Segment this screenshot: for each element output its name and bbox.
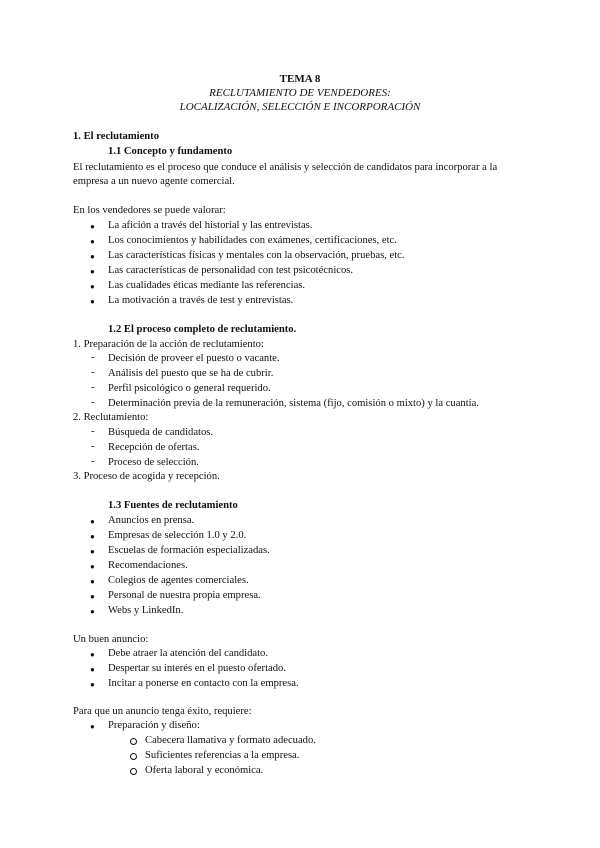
bullet-icon: ● <box>90 282 95 291</box>
circle-bullet-icon <box>130 753 137 760</box>
bullet-icon: ● <box>90 650 95 659</box>
sublist-item: Cabecera llamativa y formato adecuado. <box>145 735 316 746</box>
doc-subtitle-line1: RECLUTAMIENTO DE VENDEDORES: <box>209 87 391 99</box>
bullet-icon: ● <box>90 532 95 541</box>
subsection-heading-1-1: 1.1 Concepto y fundamento <box>108 146 233 157</box>
dash-marker: - <box>91 397 95 408</box>
doc-title: TEMA 8 <box>279 73 321 85</box>
list-item: Decisión de proveer el puesto o vacante. <box>108 353 280 364</box>
step-line: 1. Preparación de la acción de reclutamiento: <box>73 339 264 350</box>
section-heading: 1. El reclutamiento <box>73 131 160 142</box>
list-item: Preparación y diseño: <box>108 720 200 731</box>
bullet-icon: ● <box>90 680 95 689</box>
circle-bullet-icon <box>130 738 137 745</box>
bullet-icon: ● <box>90 665 95 674</box>
dash-marker: - <box>91 382 95 393</box>
list-item: Análisis del puesto que se ha de cubrir. <box>108 368 274 379</box>
bullet-icon: ● <box>90 547 95 556</box>
list-item: Escuelas de formación especializadas. <box>108 545 270 556</box>
list-item: Personal de nuestra propia empresa. <box>108 590 261 601</box>
list-item: Anuncios en prensa. <box>108 515 195 526</box>
paragraph-line: empresa a un nuevo agente comercial. <box>73 176 235 187</box>
list-item: Las cualidades éticas mediante las referencias. <box>108 280 306 291</box>
step-line: 3. Proceso de acogida y recepción. <box>73 471 220 482</box>
sublist-item: Suficientes referencias a la empresa. <box>145 750 300 761</box>
bullet-icon: ● <box>90 592 95 601</box>
bullet-icon: ● <box>90 267 95 276</box>
bullet-icon: ● <box>90 222 95 231</box>
bullet-icon: ● <box>90 562 95 571</box>
dash-marker: - <box>91 352 95 363</box>
bullet-icon: ● <box>90 297 95 306</box>
dash-marker: - <box>91 441 95 452</box>
list-item: Empresas de selección 1.0 y 2.0. <box>108 530 247 541</box>
circle-bullet-icon <box>130 768 137 775</box>
list-item: La afición a través del historial y las entrevistas. <box>108 220 313 231</box>
list-item: Recepción de ofertas. <box>108 442 200 453</box>
dash-marker: - <box>91 426 95 437</box>
subsection-heading-1-3: 1.3 Fuentes de reclutamiento <box>108 500 238 511</box>
list-item: Búsqueda de candidatos. <box>108 427 214 438</box>
bullet-icon: ● <box>90 722 95 731</box>
list-item: Despertar su interés en el puesto ofertado. <box>108 663 286 674</box>
list-item: Proceso de selección. <box>108 457 199 468</box>
sublist-item: Oferta laboral y económica. <box>145 765 264 776</box>
paragraph-line: El reclutamiento es el proceso que conduce el análisis y selección de candidatos para incorporar a la <box>73 162 498 173</box>
list-item: Recomendaciones. <box>108 560 188 571</box>
bullet-icon: ● <box>90 237 95 246</box>
intro-line: En los vendedores se puede valorar: <box>73 205 226 216</box>
list-item: Perfil psicológico o general requerido. <box>108 383 271 394</box>
intro-line: Para que un anuncio tenga éxito, requiere: <box>73 706 252 717</box>
bullet-icon: ● <box>90 577 95 586</box>
bullet-icon: ● <box>90 252 95 261</box>
list-item: Los conocimientos y habilidades con exámenes, certificaciones, etc. <box>108 235 397 246</box>
step-line: 2. Reclutamiento: <box>73 412 149 423</box>
list-item: Debe atraer la atención del candidato. <box>108 648 268 659</box>
subsection-heading-1-2: 1.2 El proceso completo de reclutamiento. <box>108 324 297 335</box>
list-item: La motivación a través de test y entrevistas. <box>108 295 294 306</box>
list-item: Colegios de agentes comerciales. <box>108 575 249 586</box>
list-item: Incitar a ponerse en contacto con la empresa. <box>108 678 299 689</box>
list-item: Webs y LinkedIn. <box>108 605 184 616</box>
bullet-icon: ● <box>90 517 95 526</box>
dash-marker: - <box>91 367 95 378</box>
dash-marker: - <box>91 456 95 467</box>
bullet-icon: ● <box>90 607 95 616</box>
list-item: Las características de personalidad con test psicotécnicos. <box>108 265 354 276</box>
doc-subtitle-line2: LOCALIZACIÓN, SELECCIÓN E INCORPORACIÓN <box>179 101 421 113</box>
intro-line: Un buen anuncio: <box>73 634 149 645</box>
list-item: Las características físicas y mentales con la observación, pruebas, etc. <box>108 250 405 261</box>
list-item: Determinación previa de la remuneración, sistema (fijo, comisión o mixto) y la cuantía. <box>108 398 479 409</box>
